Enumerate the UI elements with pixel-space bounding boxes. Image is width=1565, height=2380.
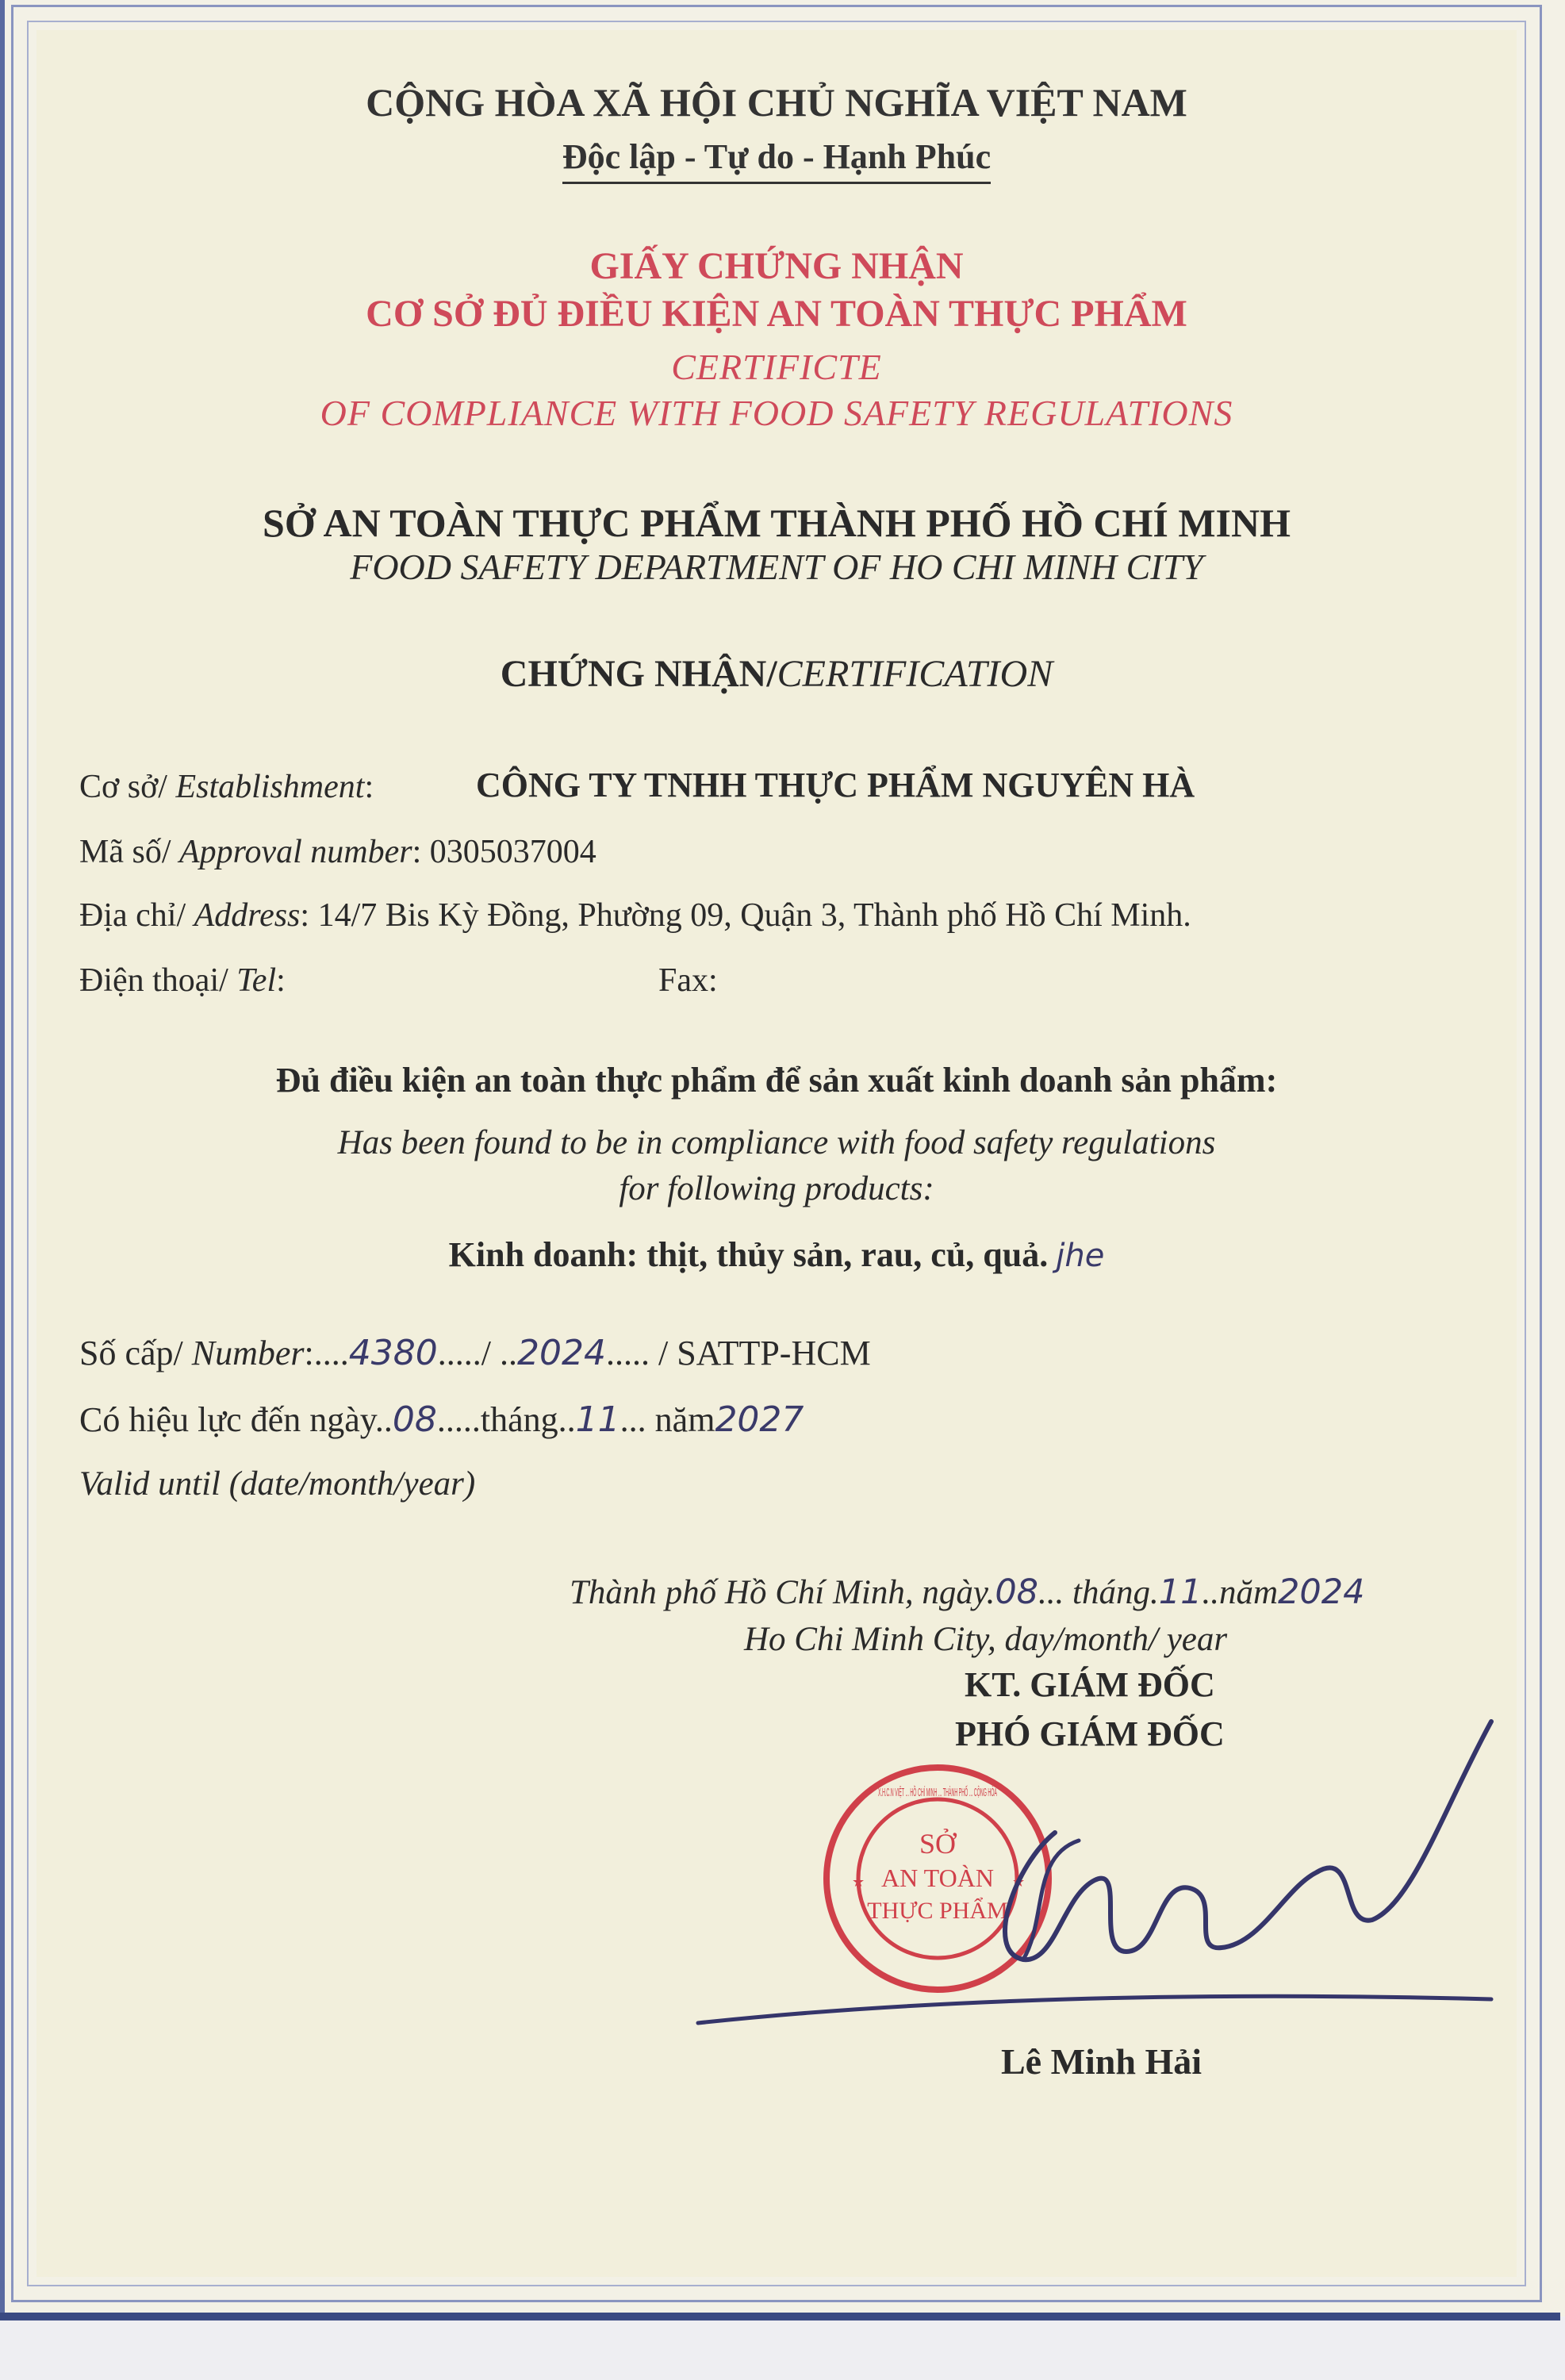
stamp-line2: AN TOÀN xyxy=(881,1864,994,1892)
number-row xyxy=(79,1333,871,1373)
certification-heading xyxy=(36,652,1517,696)
issue-date-day: 08 xyxy=(995,1572,1039,1612)
products-line xyxy=(36,1234,1517,1275)
number-label-vn: Số cấp/ xyxy=(79,1334,192,1372)
issue-date-en: Ho Chi Minh City, day/month/ year xyxy=(744,1621,1228,1658)
tel-label-en: Tel xyxy=(236,962,277,999)
approval-label-en: Approval number xyxy=(179,834,412,870)
compliance-vn: Đủ điều kiện an toàn thực phẩm để sản xuất kinh doanh sản phẩm: xyxy=(275,1061,1278,1100)
establishment-label-en: Establishment xyxy=(175,769,365,805)
validity-year: 2027 xyxy=(715,1399,804,1440)
address-label-en: Address xyxy=(194,897,301,934)
issue-date-month: 11 xyxy=(1158,1572,1203,1612)
motto-text: Độc lập - Tự do - Hạnh Phúc xyxy=(562,136,991,184)
address-label-vn: Địa chỉ/ xyxy=(79,897,194,934)
establishment-value: CÔNG TY TNHH THỰC PHẨM NGUYÊN HÀ xyxy=(476,766,1195,804)
approval-value: : 0305037004 xyxy=(412,834,596,870)
issue-date-mid1: ... tháng. xyxy=(1038,1574,1159,1611)
tel-colon: : xyxy=(276,962,286,999)
stamp-star-right: ★ xyxy=(1012,1874,1026,1890)
issue-date-row xyxy=(570,1572,1364,1612)
title-vn-line1: GIẤY CHỨNG NHẬN xyxy=(589,245,964,287)
approval-row xyxy=(79,833,596,871)
signature xyxy=(682,1690,1507,2047)
number-dots1: :.... xyxy=(304,1334,349,1372)
number-value: 4380 xyxy=(348,1333,438,1373)
validity-mid2: ... năm xyxy=(619,1400,715,1439)
issuer-vn: SỞ AN TOÀN THỰC PHẨM THÀNH PHỐ HỒ CHÍ MINH xyxy=(263,501,1291,545)
address-row xyxy=(79,896,1191,935)
approval-label-vn: Mã số/ xyxy=(79,834,179,870)
stamp-star-left: ★ xyxy=(852,1874,865,1890)
number-suffix: ..... / SATTP-HCM xyxy=(605,1334,871,1372)
validity-en: Valid until (date/month/year) xyxy=(79,1465,476,1503)
address-value: : 14/7 Bis Kỳ Đồng, Phường 09, Quận 3, Thành phố Hồ Chí Minh. xyxy=(300,897,1191,934)
number-dots2: ...../ .. xyxy=(437,1334,517,1372)
title-en-line2: OF COMPLIANCE WITH FOOD SAFETY REGULATIONS xyxy=(320,393,1233,433)
establishment-colon: : xyxy=(364,769,374,805)
certification-vn: CHỨNG NHẬN/ xyxy=(500,653,777,695)
number-label-en: Number xyxy=(191,1334,305,1372)
signatory-name: Lê Minh Hải xyxy=(1001,2041,1203,2082)
title-vn-line2: CƠ SỞ ĐỦ ĐIỀU KIỆN AN TOÀN THỰC PHẨM xyxy=(366,293,1187,335)
motto xyxy=(36,136,1517,184)
stamp-line3: THỰC PHẨM xyxy=(867,1898,1008,1924)
validity-mid1: .....tháng.. xyxy=(436,1400,576,1439)
compliance-en-line1: Has been found to be in compliance with food safety regulations xyxy=(337,1124,1216,1161)
signatory-title2: PHÓ GIÁM ĐỐC xyxy=(955,1714,1225,1753)
validity-day: 08 xyxy=(392,1399,437,1440)
certification-en: CERTIFICATION xyxy=(777,653,1053,695)
validity-prefix: Có hiệu lực đến ngày.. xyxy=(79,1400,393,1439)
signature-underline-stroke xyxy=(698,1996,1491,2023)
title-en-line1: CERTIFICTE xyxy=(671,347,882,387)
issue-date-year: 2024 xyxy=(1278,1572,1365,1612)
establishment-row xyxy=(79,768,374,806)
stamp-ring-text: X.H.C.N VIỆT ... HỒ CHÍ MINH ... THÀNH PHỐ ... CỘNG HÒA xyxy=(878,1786,1211,1799)
products-initial: jhe xyxy=(1056,1238,1105,1274)
republic-header: CỘNG HÒA XÃ HỘI CHỦ NGHĨA VIỆT NAM xyxy=(366,80,1187,125)
tel-label-vn: Điện thoại/ xyxy=(79,962,237,999)
validity-month: 11 xyxy=(575,1399,620,1440)
issuer-en: FOOD SAFETY DEPARTMENT OF HO CHI MINH CITY xyxy=(350,547,1203,587)
tel-row xyxy=(79,962,286,1000)
sheet-edge xyxy=(0,2313,1560,2320)
products-text: Kinh doanh: thịt, thủy sản, rau, củ, quả. xyxy=(448,1235,1049,1274)
stamp-line1: SỞ xyxy=(919,1828,957,1860)
establishment-label-vn: Cơ sở/ xyxy=(79,769,176,805)
issue-date-prefix: Thành phố Hồ Chí Minh, ngày. xyxy=(570,1574,995,1611)
fax-label: Fax: xyxy=(658,962,718,999)
issue-date-mid2: ..năm xyxy=(1202,1574,1279,1611)
signatory-title1: KT. GIÁM ĐỐC xyxy=(965,1665,1215,1704)
compliance-en-line2: for following products: xyxy=(619,1170,934,1207)
validity-row xyxy=(79,1399,804,1440)
number-year: 2024 xyxy=(517,1333,606,1373)
